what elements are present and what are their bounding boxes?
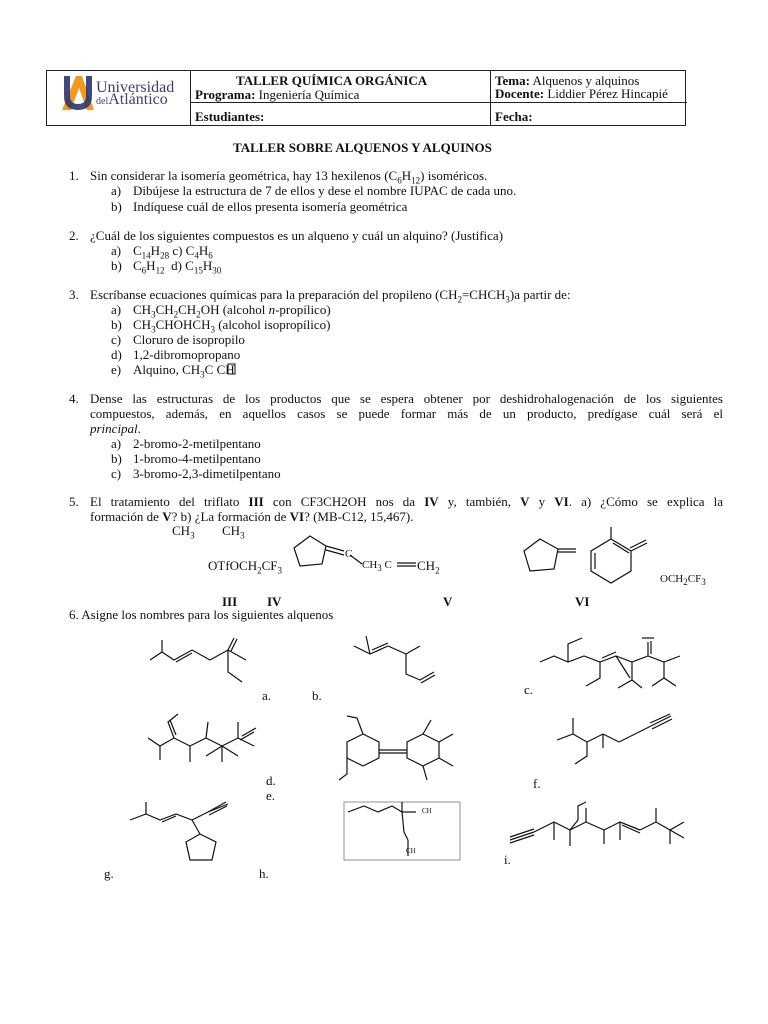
q4-c-label: c)	[111, 466, 122, 481]
q2-a-label: a)	[111, 243, 122, 258]
q3-d-text: 1,2-dibromopropano	[133, 347, 241, 362]
h-ch-bottom: CH	[406, 847, 416, 855]
structure-e	[335, 714, 465, 784]
q5-ch3-right: $CH_3$	[222, 523, 245, 541]
course-title: TALLER QUÍMICA ORGÁNICA	[236, 73, 428, 88]
university-name-line2: delAtlántico	[96, 91, 168, 108]
q1-b-text: Indíquese cuál de ellos presenta isomería geométrica	[133, 199, 408, 214]
q3-a-label: a)	[111, 302, 122, 317]
university-logo-icon	[58, 72, 98, 112]
q5-ch3-left: $CH_3$	[172, 523, 195, 541]
missing-glyph-icon	[226, 362, 238, 376]
q5-ch2: $CH_2$	[417, 558, 440, 576]
teacher-line: Docente: Liddier Pérez Hincapié	[495, 86, 668, 101]
structure-i	[508, 800, 686, 862]
label-d: d.	[266, 773, 276, 788]
structure-b	[352, 632, 442, 692]
q4-a-label: a)	[111, 436, 122, 451]
label-h: h.	[259, 866, 269, 881]
label-c: c.	[524, 682, 534, 697]
q5-ch3c: $CH_3$ C	[362, 559, 392, 574]
structure-g	[128, 800, 248, 868]
topic-line: Tema: Alquenos y alquinos	[495, 73, 640, 88]
structure-vi-cyclohexadiene	[585, 525, 655, 587]
university-name-line1: Universidad	[96, 79, 175, 96]
q5-triflate-label: $OTfOCH_2CF_3$	[208, 558, 283, 576]
label-III: III	[222, 594, 238, 609]
label-g: g.	[104, 866, 114, 881]
q1-a-text: Dibújese la estructura de 7 de ellos y dese el nombre IUPAC de cada uno.	[133, 183, 517, 198]
q2-number: 2.	[69, 228, 79, 243]
label-f: f.	[533, 776, 541, 791]
q3-b-label: b)	[111, 317, 122, 332]
label-i: i.	[504, 852, 511, 867]
q4-number: 4.	[69, 391, 79, 406]
structure-v-methylenecyclopentane	[518, 533, 588, 578]
q4-b-text: 1-bromo-4-metilpentano	[133, 451, 261, 466]
label-a: a.	[262, 688, 272, 703]
q5-c-atom: C	[345, 548, 353, 560]
q3-number: 3.	[69, 287, 79, 302]
label-b: b.	[312, 688, 322, 703]
structure-a	[148, 638, 258, 696]
q2-a-formulas: $C_{14}H_{28}$ c) $C_4H_6$	[133, 243, 213, 261]
q5-och2cf3: $OCH_2CF_3$	[660, 573, 706, 588]
structure-f	[555, 714, 685, 774]
structure-d	[146, 712, 266, 778]
q4-b-label: b)	[111, 451, 122, 466]
h-ch-top: CH	[422, 807, 432, 815]
q4-line1: Dense las estructuras de los productos que se espera obtener por deshidrohalogenación de los siguientes	[90, 391, 723, 406]
date-label: Fecha:	[495, 109, 533, 124]
q1-a-label: a)	[111, 183, 122, 198]
label-V: V	[443, 594, 453, 609]
structure-c	[538, 636, 688, 696]
q4-a-text: 2-bromo-2-metilpentano	[133, 436, 261, 451]
program-line: Programa: Ingeniería Química	[195, 87, 360, 102]
q1-b-label: b)	[111, 199, 122, 214]
q2-b-formulas: $C_6H_{12}$ d) $C_{15}H_{30}$	[133, 258, 222, 276]
structure-h	[342, 800, 462, 864]
q3-b-text: $CH_3CHOHCH_3$ (alcohol isopropílico)	[133, 317, 331, 335]
q3-c-label: c)	[111, 332, 122, 347]
q4-c-text: 3-bromo-2,3-dimetilpentano	[133, 466, 281, 481]
q5-number: 5.	[69, 494, 79, 509]
q4-line3: principal.	[90, 421, 141, 436]
q3-e-label: e)	[111, 362, 122, 377]
q2-b-label: b)	[111, 258, 122, 273]
students-label: Estudiantes:	[195, 109, 265, 124]
double-bond-mark	[396, 560, 418, 568]
q3-a-text: $CH_3CH_2CH_2OH$ (alcohol n-propílico)	[133, 302, 331, 320]
q3-c-text: Cloruro de isopropilo	[133, 332, 245, 347]
label-e: e.	[266, 788, 276, 803]
label-IV: IV	[267, 594, 282, 609]
q4-line2: compuestos, además, en aquellos casos se puede formar más de un producto, predígase cuál será el	[90, 406, 723, 421]
q5-line2: formación de V? b) ¿La formación de VI? (MB-C12, 15,467).	[90, 509, 414, 524]
q1-text: Sin considerar la isomería geométrica, hay 13 hexilenos $(C_6H_{12})$ isoméricos.	[90, 168, 488, 186]
q5-line1: El tratamiento del triflato III con CF3CH2OH nos da IV y, también, V y VI. a) ¿Cómo se explica la	[90, 494, 723, 509]
q3-text: Escríbanse ecuaciones químicas para la preparación del propileno $(CH_2=CHCH_3)a$ partir de:	[90, 287, 571, 305]
q3-e-text: Alquino, $CH_3C$ CH	[133, 362, 235, 380]
q1-number: 1.	[69, 168, 79, 183]
q2-text: ¿Cuál de los siguientes compuestos es un alqueno y cuál un alquino? (Justifica)	[90, 228, 504, 243]
q3-d-label: d)	[111, 347, 122, 362]
q6-text: 6. Asigne los nombres para los siguientes alquenos	[69, 607, 334, 622]
page-title: TALLER SOBRE ALQUENOS Y ALQUINOS	[233, 140, 492, 155]
label-VI: VI	[575, 594, 590, 609]
